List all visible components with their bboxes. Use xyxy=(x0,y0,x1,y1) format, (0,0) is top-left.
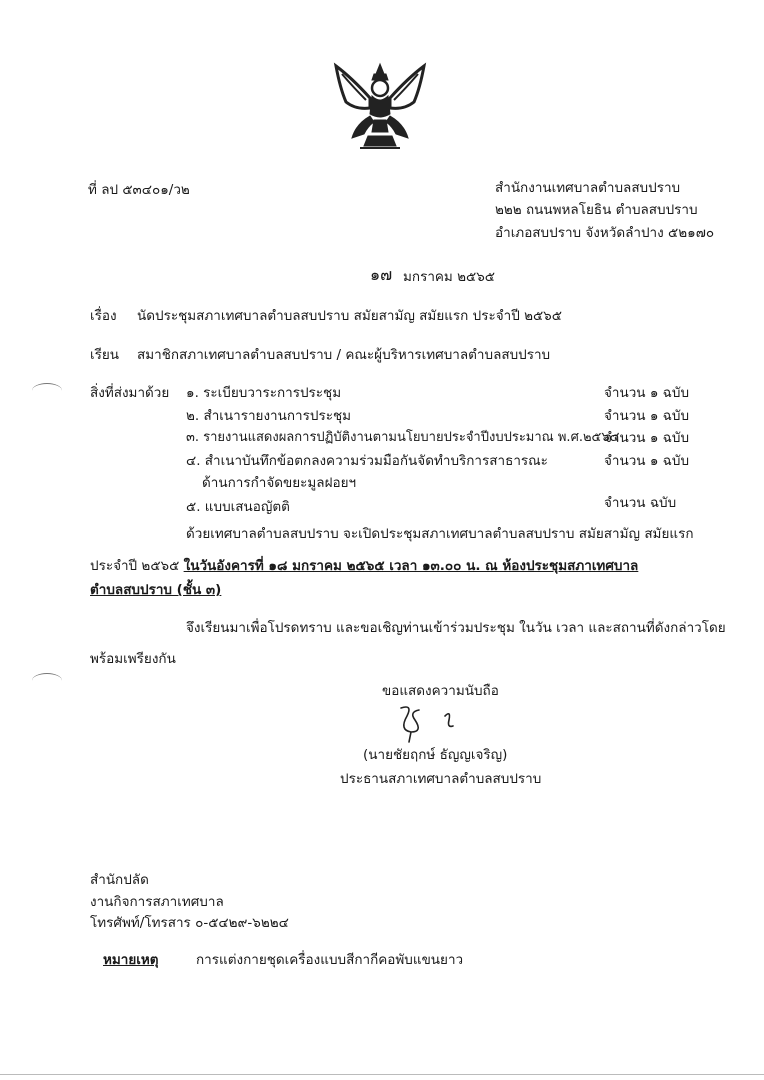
sender-org: สำนักงานเทศบาลตำบลสบปราบ xyxy=(495,180,681,196)
enclosure-qty: จำนวน ๑ ฉบับ xyxy=(604,453,690,469)
enclosure-item: ๕. แบบเสนอญัตติ xyxy=(186,499,290,515)
recipient-text: สมาชิกสภาเทศบาลตำบลสบปราบ / คณะผู้บริหารเทศบาลตำบลสบปราบ xyxy=(137,347,551,363)
sender-address-line1: ๒๒๒ ถนนพหลโยธิน ตำบลสบปราบ xyxy=(495,202,698,218)
meeting-location-emphasis: ตำบลสบปราบ (ชั้น ๓) xyxy=(90,582,222,598)
enclosures-label: สิ่งที่ส่งมาด้วย xyxy=(90,385,170,401)
body-text-plain: ประจำปี ๒๕๖๕ xyxy=(90,558,184,574)
note-text: การแต่งกายชุดเครื่องแบบสีกากีคอพับแขนยาว xyxy=(196,952,464,968)
enclosure-item: ๒. สำเนารายงานการประชุม xyxy=(186,408,352,424)
enclosure-item: ๑. ระเบียบวาระการประชุม xyxy=(186,385,342,401)
recipient-label: เรียน xyxy=(90,347,120,363)
body-paragraph-1-line-2 xyxy=(90,554,638,576)
body-paragraph-2-line-1: จึงเรียนมาเพื่อโปรดทราบ และขอเชิญท่านเข้าร่วมประชุม ในวัน เวลา และสถานที่ดังกล่าวโดย xyxy=(186,620,726,636)
date-month-year: มกราคม ๒๕๖๕ xyxy=(403,269,496,285)
signer-name: (นายชัยฤกษ์ ธัญญเจริญ) xyxy=(363,747,508,763)
meeting-datetime-emphasis: ในวันอังคารที่ ๑๘ มกราคม ๒๕๖๕ เวลา ๑๓.๐๐ น. ณ ห้องประชุมสภาเทศบาล xyxy=(183,558,639,574)
enclosure-item: ๔. สำเนาบันทึกข้อตกลงความร่วมมือกันจัดทำบริการสาธารณะ xyxy=(186,453,548,469)
footer-unit: งานกิจการสภาเทศบาล xyxy=(90,894,224,910)
enclosure-item-continued: ด้านการกำจัดขยะมูลฝอยฯ xyxy=(202,475,357,491)
page-edge-line xyxy=(0,1074,764,1075)
signer-position: ประธานสภาเทศบาลตำบลสบปราบ xyxy=(340,771,542,787)
subject-label: เรื่อง xyxy=(90,308,117,324)
enclosure-qty: จำนวน ๑ ฉบับ xyxy=(604,430,690,446)
punch-hole xyxy=(32,383,62,398)
reference-number: ที่ ลป ๕๓๔๐๑/ว๒ xyxy=(88,182,190,198)
footer-phone: โทรศัพท์/โทรสาร ๐-๕๔๒๙-๖๒๒๔ xyxy=(90,915,289,931)
enclosure-qty: จำนวน ๑ ฉบับ xyxy=(604,408,690,424)
closing-salutation: ขอแสดงความนับถือ xyxy=(382,683,499,699)
garuda-emblem-icon xyxy=(330,58,430,154)
enclosure-qty: จำนวน ฉบับ xyxy=(604,495,677,511)
note-label: หมายเหตุ xyxy=(103,952,159,968)
sender-address-line2: อำเภอสบปราบ จังหวัดลำปาง ๕๒๑๗๐ xyxy=(495,225,715,241)
subject-text: นัดประชุมสภาเทศบาลตำบลสบปราบ สมัยสามัญ สมัยแรก ประจำปี ๒๕๖๕ xyxy=(137,308,562,324)
enclosure-item: ๓. รายงานแสดงผลการปฏิบัติงานตามนโยบายประจำปีงบประมาณ พ.ศ.๒๕๖๔ xyxy=(186,430,620,445)
signature-icon xyxy=(393,702,473,744)
body-paragraph-1-line-1: ด้วยเทศบาลตำบลสบปราบ จะเปิดประชุมสภาเทศบาลตำบลสบปราบ สมัยสามัญ สมัยแรก xyxy=(186,526,694,542)
date-day: ๑๗ xyxy=(370,265,393,284)
body-paragraph-2-line-2: พร้อมเพรียงกัน xyxy=(90,651,176,667)
punch-hole xyxy=(32,673,62,688)
enclosure-qty: จำนวน ๑ ฉบับ xyxy=(604,385,690,401)
footer-office: สำนักปลัด xyxy=(90,872,149,888)
